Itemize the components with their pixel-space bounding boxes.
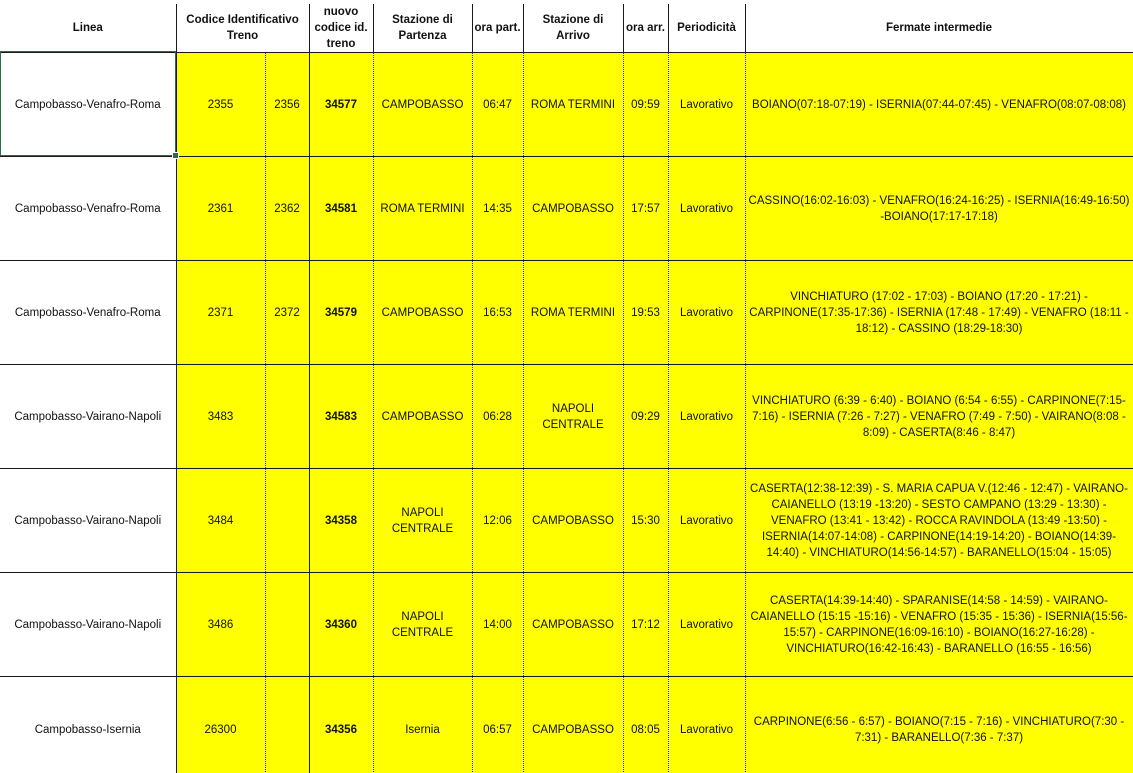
header-stazione-partenza[interactable]: Stazione di Partenza [373,4,472,53]
cell-nuovo-codice[interactable]: 34581 [309,157,373,261]
cell-ora-arrivo[interactable]: 19:53 [623,261,668,365]
cell-ora-arrivo[interactable]: 15:30 [623,469,668,573]
cell-fermate[interactable]: CASERTA(14:39-14:40) - SPARANISE(14:58 - 14:59) - VAIRANO-CAIANELLO (15:15 -15:16) - VENAFRO (15:35 - 15:36) - ISERNIA(15:56- 15:57) - CARPINONE(16:09-16:10) - BOIANO(16:27-16:28) - VINCHIATURO(16:42-16:43) - BARANELLO (16:55 - 16:56) [745,573,1133,677]
cell-fermate[interactable]: BOIANO(07:18-07:19) - ISERNIA(07:44-07:45) - VENAFRO(08:07-08:08) [745,53,1133,157]
cell-ora-partenza[interactable]: 14:35 [472,157,523,261]
cell-ora-arrivo[interactable]: 17:12 [623,573,668,677]
cell-code-b[interactable]: 2372 [265,261,309,365]
cell-arrivo[interactable]: CAMPOBASSO [523,677,623,773]
cell-code-a[interactable]: 2361 [176,157,265,261]
cell-arrivo[interactable]: CAMPOBASSO [523,573,623,677]
cell-nuovo-codice[interactable]: 34579 [309,261,373,365]
cell-nuovo-codice[interactable]: 34577 [309,53,373,157]
cell-ora-arrivo[interactable]: 08:05 [623,677,668,773]
cell-code-a[interactable]: 2371 [176,261,265,365]
header-ora-arrivo[interactable]: ora arr. [623,4,668,53]
cell-ora-partenza[interactable]: 14:00 [472,573,523,677]
cell-partenza[interactable]: CAMPOBASSO [373,261,472,365]
table-row [0,53,1133,157]
timetable-grid [0,4,1133,773]
cell-arrivo[interactable]: NAPOLI CENTRALE [523,365,623,469]
cell-arrivo[interactable]: CAMPOBASSO [523,157,623,261]
fill-handle[interactable] [172,152,179,159]
cell-code-b[interactable]: 2356 [265,53,309,157]
cell-arrivo[interactable]: CAMPOBASSO [523,469,623,573]
cell-fermate[interactable]: CASSINO(16:02-16:03) - VENAFRO(16:24-16:25) - ISERNIA(16:49-16:50) -BOIANO(17:17-17:18) [745,157,1133,261]
cell-partenza[interactable]: NAPOLI CENTRALE [373,573,472,677]
cell-ora-partenza[interactable]: 06:47 [472,53,523,157]
cell-periodicita[interactable]: Lavorativo [668,469,745,573]
cell-code-a[interactable]: 3484 [176,469,265,573]
cell-fermate[interactable]: VINCHIATURO (17:02 - 17:03) - BOIANO (17:20 - 17:21) - CARPINONE(17:35-17:36) - ISERNIA (17:48 - 17:49) - VENAFRO (18:11 - 18:12) - CASSINO (18:29-18:30) [745,261,1133,365]
cell-code-b[interactable] [265,365,309,469]
cell-periodicita[interactable]: Lavorativo [668,365,745,469]
cell-ora-arrivo[interactable]: 17:57 [623,157,668,261]
cell-linea[interactable]: Campobasso-Vairano-Napoli [0,573,176,677]
cell-partenza[interactable]: Isernia [373,677,472,773]
cell-nuovo-codice[interactable]: 34360 [309,573,373,677]
cell-periodicita[interactable]: Lavorativo [668,53,745,157]
cell-linea[interactable]: Campobasso-Vairano-Napoli [0,365,176,469]
cell-code-b[interactable] [265,677,309,773]
header-periodicita[interactable]: Periodicità [668,4,745,53]
cell-linea[interactable]: Campobasso-Venafro-Roma [0,261,176,365]
cell-code-b[interactable] [265,469,309,573]
cell-nuovo-codice[interactable]: 34583 [309,365,373,469]
header-fermate-intermedie[interactable]: Fermate intermedie [745,4,1133,53]
cell-linea[interactable]: Campobasso-Venafro-Roma [0,53,176,157]
cell-nuovo-codice[interactable]: 34358 [309,469,373,573]
cell-ora-partenza[interactable]: 06:28 [472,365,523,469]
cell-ora-arrivo[interactable]: 09:29 [623,365,668,469]
cell-fermate[interactable]: CASERTA(12:38-12:39) - S. MARIA CAPUA V.(12:46 - 12:47) - VAIRANO-CAIANELLO (13:19 -13:20) - SESTO CAMPANO (13:29 - 13:30) - VENAFRO (13:41 - 13:42) - ROCCA RAVINDOLA (13:49 -13:50) - ISERNIA(14:07-14:08) - CARPINONE(14:19-14:20) - BOIANO(14:39-14:40) - VINCHIATURO(14:56-14:57) - BARANELLO(15:04 - 15:05) [745,469,1133,573]
table-row [0,469,1133,573]
table-row [0,365,1133,469]
cell-partenza[interactable]: NAPOLI CENTRALE [373,469,472,573]
cell-periodicita[interactable]: Lavorativo [668,677,745,773]
cell-linea[interactable]: Campobasso-Vairano-Napoli [0,469,176,573]
cell-linea[interactable]: Campobasso-Venafro-Roma [0,157,176,261]
table-row [0,157,1133,261]
cell-code-a[interactable]: 3483 [176,365,265,469]
header-linea[interactable]: Linea [0,4,176,53]
cell-periodicita[interactable]: Lavorativo [668,261,745,365]
cell-arrivo[interactable]: ROMA TERMINI [523,53,623,157]
table-row [0,261,1133,365]
cell-fermate[interactable]: VINCHIATURO (6:39 - 6:40) - BOIANO (6:54 - 6:55) - CARPINONE(7:15- 7:16) - ISERNIA (7:26 - 7:27) - VENAFRO (7:49 - 7:50) - VAIRANO(8:08 - 8:09) - CASERTA(8:46 - 8:47) [745,365,1133,469]
cell-partenza[interactable]: CAMPOBASSO [373,365,472,469]
cell-code-b[interactable]: 2362 [265,157,309,261]
cell-arrivo[interactable]: ROMA TERMINI [523,261,623,365]
cell-periodicita[interactable]: Lavorativo [668,573,745,677]
cell-partenza[interactable]: ROMA TERMINI [373,157,472,261]
table-row [0,573,1133,677]
header-stazione-arrivo[interactable]: Stazione di Arrivo [523,4,623,53]
cell-linea[interactable]: Campobasso-Isernia [0,677,176,773]
cell-ora-arrivo[interactable]: 09:59 [623,53,668,157]
cell-code-a[interactable]: 26300 [176,677,265,773]
cell-partenza[interactable]: CAMPOBASSO [373,53,472,157]
cell-code-a[interactable]: 2355 [176,53,265,157]
header-ora-partenza[interactable]: ora part. [472,4,523,53]
cell-nuovo-codice[interactable]: 34356 [309,677,373,773]
header-nuovo-codice[interactable]: nuovo codice id. treno [309,4,373,53]
cell-periodicita[interactable]: Lavorativo [668,157,745,261]
table-row [0,677,1133,773]
cell-fermate[interactable]: CARPINONE(6:56 - 6:57) - BOIANO(7:15 - 7:16) - VINCHIATURO(7:30 - 7:31) - BARANELLO(7:36 - 7:37) [745,677,1133,773]
cell-code-a[interactable]: 3486 [176,573,265,677]
cell-code-b[interactable] [265,573,309,677]
cell-ora-partenza[interactable]: 16:53 [472,261,523,365]
cell-ora-partenza[interactable]: 06:57 [472,677,523,773]
header-codice-identificativo[interactable]: Codice Identificativo Treno [176,4,309,53]
header-row [0,4,1133,53]
cell-ora-partenza[interactable]: 12:06 [472,469,523,573]
